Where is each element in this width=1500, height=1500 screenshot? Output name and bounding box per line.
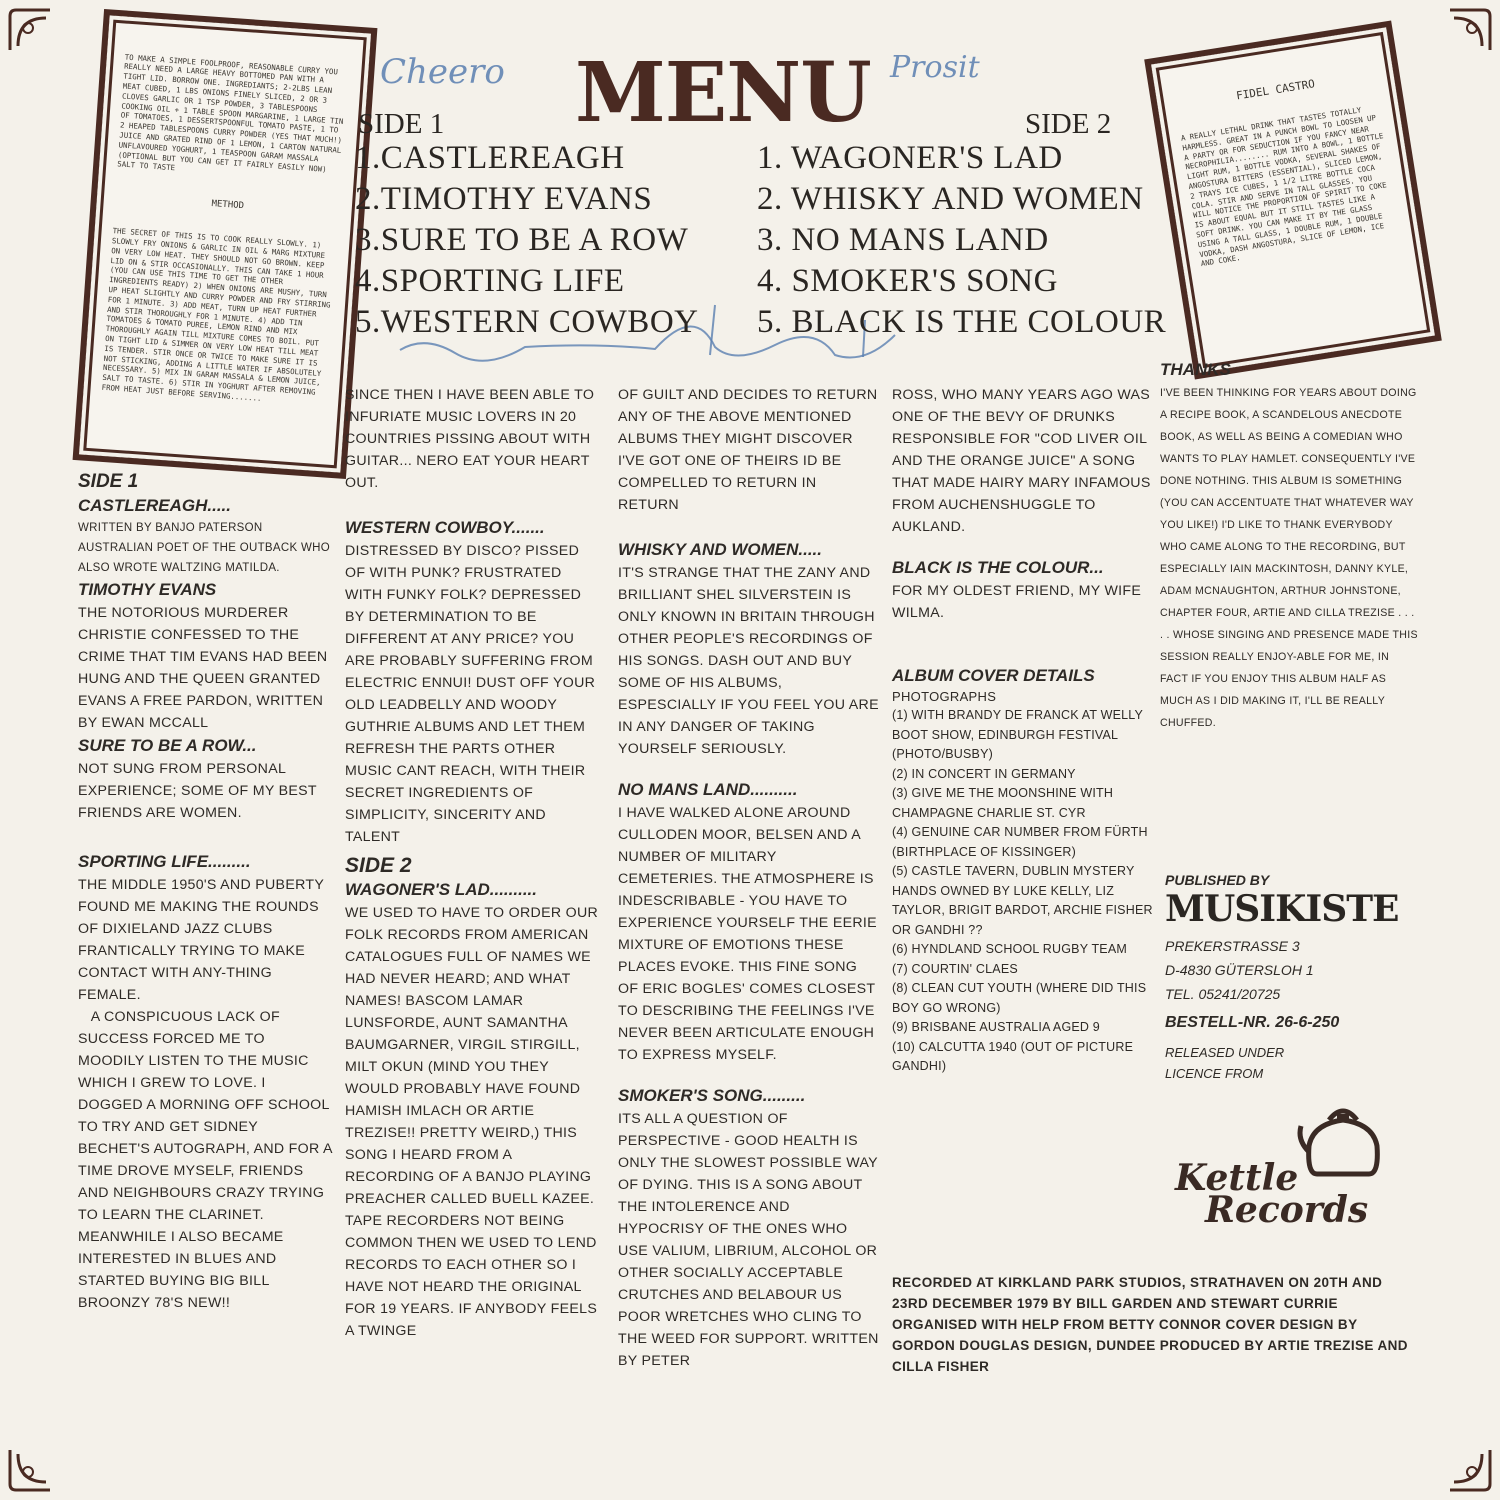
photo-caption-2: (2) IN CONCERT IN GERMANY: [892, 766, 1076, 781]
thanks-body: I'VE BEEN THINKING FOR YEARS ABOUT DOING A RECIPE BOOK, A SCANDELOUS ANECDOTE BOOK, AS WELL AS BEING A COMEDIAN WHO WANTS TO PLAY HAMLET. CONSEQUENTLY I'VE DONE NOTHING. THIS ALBUM IS SOMETHING (YOU CAN ACCENTUATE THAT WHATEVER WAY YOU LIKE!) I'D LIKE TO THANK EVERYBODY WHO CAME ALONG TO THE RECORDING, BUT ESPECIALLY IAIN MACKINTOSH, DANNY KYLE, ADAM MCNAUGHTON, ARTHUR JOHNSTONE, CHAPTER FOUR, ARTIE AND CILLA TREZISE . . . . . WHOSE SINGING AND PRESENCE MADE THIS SESSION REALLY ENJOY-ABLE FOR ME, IN FACT IF YOU ENJOY THIS ALBUM HALF AS MUCH AS I DID MAKING IT, I'LL BE REALLY CHUFFED.: [1160, 387, 1422, 729]
menu-title: MENU: [575, 45, 871, 141]
castlereagh-heading: CASTLEREAGH.....: [78, 496, 232, 515]
sporting-life-heading: SPORTING LIFE.........: [78, 852, 251, 871]
track-side1-5: 5.WESTERN COWBOY: [355, 304, 699, 340]
sporting-life-note: THE MIDDLE 1950'S AND PUBERTY FOUND ME MAKING THE ROUNDS OF DIXIELAND JAZZ CLUBS FRANTICALLY TRYING TO MAKE CONTACT WITH ANY-THING FEMALE. A CONSPICUOUS LACK OF SUCCESS FORCED ME TO MOODILY LISTEN TO THE MUSIC WHICH I GREW TO LOVE. I DOGGED A MORNING OFF SCHOOL TO TRY AND GET SIDNEY BECHET'S AUTOGRAPH, AND FOR A TIME DROVE MYSELF, FRIENDS AND NEIGHBOURS CRAZY TRYING TO LEARN THE CLARINET. MEANWHILE I ALSO BECAME INTERESTED IN BLUES AND STARTED BUYING BIG BILL BROONZY 78'S NEW!!: [78, 877, 332, 1311]
kettle-logo-line1: Kettle: [1175, 1157, 1299, 1199]
track-side2-2: 2. WHISKY AND WOMEN: [757, 181, 1144, 217]
kettle-records-logo: [1175, 1157, 1369, 1231]
black-is-the-colour-heading: BLACK IS THE COLOUR...: [892, 558, 1104, 577]
western-cowboy-heading: WESTERN COWBOY.......: [345, 518, 545, 537]
recipe-method-heading: METHOD: [211, 198, 245, 211]
corner-ornament-bottom-right: [1446, 1446, 1494, 1494]
recording-credits: RECORDED AT KIRKLAND PARK STUDIOS, STRATHAVEN ON 20TH AND 23RD DECEMBER 1979 BY BILL GARDEN AND STEWART CURRIE ORGANISED WITH HELP FROM BETTY CONNOR COVER DESIGN BY GORDON DOUGLAS DESIGN, DUNDEE PRODUCED BY ARTIE TREZISE AND CILLA FISHER: [892, 1275, 1408, 1374]
column4-intro: ROSS, WHO MANY YEARS AGO WAS ONE OF THE BEVY OF DRUNKS RESPONSIBLE FOR "COD LIVER OIL AND THE ORANGE JUICE" A SONG THAT MADE HAIRY MARY INFAMOUS FROM AUCHENSHUGGLE TO AUKLAND.: [892, 387, 1155, 535]
photo-caption-7: (7) COURTIN' CLAES: [892, 961, 1018, 976]
recipe-ingredients: TO MAKE A SIMPLE FOOLPROOF, REASONABLE CURRY YOU REALLY NEED A LARGE HEAVY BOTTOMED PAN WITH A TIGHT LID. BORROW ONE. INGREDIANTS; 2-2LBS LEAN MEAT CUBED, 1 LBS ONIONS FINELY SLICED, 2 OR 3 CLOVES GARLIC OR 1 TSP POWDER, 3 TABLESPOONS COOKING OIL + 1 TABLE SPOON MARGARINE, 1 LARGE TIN OF TOMATOES, 1 DESSERTSPOONFUL TOMATO PASTE, 1 TO 2 HEAPED TABLESPOONS CURRY POWDER (YES THAT MUCH!) JUICE AND GRATED RIND OF 1 LEMON, 1 CARTON NATURAL UNFLAVOURED YOGHURT, 1 TEASPOON GARAM MASSALA (OPTIONAL BUT YOU CAN GET IT FAIRLY EASILY NOW) SALT TO TASTE: [116, 52, 349, 174]
photo-caption-5: (5) CASTLE TAVERN, DUBLIN MYSTERY HANDS OWNED BY LUKE KELLY, LIZ TAYLOR, BRIGIT BARDOT, ARCHIE FISHER OR GANDHI ??: [892, 864, 1153, 937]
track-side1-4: 4.SPORTING LIFE: [355, 263, 625, 299]
photo-caption-10: (10) CALCUTTA 1940 (OUT OF PICTURE GANDHI): [892, 1039, 1134, 1073]
tracklist-side2-label: SIDE 2: [1025, 108, 1112, 140]
fidel-castro-body: A REALLY LETHAL DRINK THAT TASTES TOTALLY HARMLESS. GREAT IN A PUNCH BOWL TO LOOSEN UP A PARTY OR FOR SEDUCTION IF YOU FANCY NEAR NECROPHILIA........ RUM INTO A BOWL, 1 BOTTLE LIGHT RUM, 1 BOTTLE VODKA, SEVERAL SHAKES OF ANGOSTURA BITTERS (ESSENTIAL), SLICED LEMON, 2 TRAYS ICE CUBES, 1 1/2 LITRE BOTTLE COCA COLA. STIR AND SERVE IN TALL GLASSES. YOU WILL NOTICE THE PROPORTION OF SPIRIT TO COKE IS ABOUT EQUAL BUT IT STILL TASTES LIKE A SOFT DRINK. YOU CAN MAKE IT BY THE GLASS USING A TALL GLASS, 1 DOUBLE RUM, 1 DOUBLE VODKA, DASH ANGOSTURA, SLICE OF LEMON, ICE AND COKE.: [1180, 104, 1392, 269]
track-side1-2: 2.TIMOTHY EVANS: [355, 181, 653, 217]
signature-prosit: Prosit: [890, 50, 980, 85]
notes-side2-label: SIDE 2: [345, 854, 412, 877]
castlereagh-note: WRITTEN BY BANJO PATERSON AUSTRALIAN POET OF THE OUTBACK WHO ALSO WROTE WALTZING MATILDA.: [78, 522, 333, 574]
corner-ornament-bottom-left: [6, 1446, 54, 1494]
corner-ornament-top-right: [1446, 6, 1494, 54]
track-side2-4: 4. SMOKER'S SONG: [757, 263, 1058, 299]
fidel-castro-heading: FIDEL CASTRO: [1235, 76, 1316, 103]
wagoners-lad-heading: WAGONER'S LAD..........: [345, 880, 537, 899]
photographs-label: PHOTOGRAPHS: [892, 689, 997, 704]
address-line-2: D-4830 GÜTERSLOH 1: [1165, 962, 1314, 978]
photo-caption-4: (4) GENUINE CAR NUMBER FROM FÜRTH (BIRTHPLACE OF KISSINGER): [892, 825, 1148, 859]
whisky-and-women-note: IT'S STRANGE THAT THE ZANY AND BRILLIANT SHEL SILVERSTEIN IS ONLY KNOWN IN BRITAIN THROUGH OTHER PEOPLE'S RECORDINGS OF HIS SONGS. DASH OUT AND BUY SOME OF HIS ALBUMS, ESPESCIALLY IF YOU FEEL YOU ARE IN ANY DANGER OF TAKING YOURSELF SERIOUSLY.: [618, 565, 884, 757]
smokers-song-heading: SMOKER'S SONG.........: [618, 1086, 806, 1105]
recipe-method: THE SECRET OF THIS IS TO COOK REALLY SLOWLY. 1) SLOWLY FRY ONIONS & GARLIC IN OIL & MARG MIXTURE ON VERY LOW HEAT. THEY SHOULD NOT GO BROWN. KEEP LID ON & STIR OCCASIONALLY. THIS CAN TAKE 1 HOUR (YOU CAN USE THIS TIME TO GET THE OTHER INGREDIENTS READY) 2) WHEN ONIONS ARE MUSHY, TURN UP HEAT SLIGHTLY AND CURRY POWDER AND FRY STIRRING FOR 1 MINUTE. 3) ADD MEAT, TURN UP HEAT FURTHER AND STIR THOROUGHLY FOR 1 MINUTE. 4) ADD TIN TOMATOES & TOMATO PUREE, LEMON RIND AND MIX THOROUGHLY AGAIN TILL MIXTURE COMES TO BOIL. PUT ON TIGHT LID & SIMMER ON VERY LOW HEAT TILL MEAT IS TENDER. STIR ONCE OR TWICE TO MAKE SURE IT IS NOT STICKING, ADDING A LITTLE WATER IF ABSOLUTELY NECESSARY. 5) MIX IN GARAM MASSALA & LEMON JUICE, SALT TO TASTE. 6) STIR IN YOGHURT AFTER REMOVING FROM HEAT JUST BEFORE SERVING.......: [101, 226, 336, 403]
signature-cheero: Cheero: [380, 52, 505, 92]
address-line-3: TEL. 05241/20725: [1165, 986, 1281, 1002]
track-side1-3: 3.SURE TO BE A ROW: [355, 222, 689, 258]
sure-to-be-a-row-note: NOT SUNG FROM PERSONAL EXPERIENCE; SOME OF MY BEST FRIENDS ARE WOMEN.: [78, 761, 321, 821]
track-side2-3: 3. NO MANS LAND: [757, 222, 1049, 258]
kettle-logo-line2: Records: [1205, 1189, 1369, 1231]
address-line-1: PREKERSTRASSE 3: [1165, 938, 1300, 954]
photo-caption-3: (3) GIVE ME THE MOONSHINE WITH CHAMPAGNE CHARLIE ST. CYR: [892, 786, 1114, 820]
western-cowboy-note: DISTRESSED BY DISCO? PISSED OF WITH PUNK? FRUSTRATED WITH FUNKY FOLK? DEPRESSED BY DETERMINATION TO BE DIFFERENT AT ANY PRICE? YOU ARE PROBABLY SUFFERING FROM ELECTRIC ENNUI! DUST OFF YOUR OLD LEADBELLY AND WOODY GUTHRIE ALBUMS AND LET THEM REFRESH THE PARTS OTHER MUSIC CANT REACH, WITH THEIR SECRET INGREDIENTS OF SIMPLICITY, SINCERITY AND TALENT: [345, 543, 600, 845]
album-cover-details-heading: ALBUM COVER DETAILS: [892, 666, 1095, 685]
publisher-address: [1165, 934, 1465, 1006]
photo-caption-1: (1) WITH BRANDY DE FRANCK AT WELLY BOOT SHOW, EDINBURGH FESTIVAL (PHOTO/BUSBY): [892, 708, 1143, 761]
notes-column-1: [78, 470, 333, 1314]
smokers-song-note: ITS ALL A QUESTION OF PERSPECTIVE - GOOD HEALTH IS ONLY THE SLOWEST POSSIBLE WAY OF DYING. THIS IS A SONG ABOUT THE INTOLERENCE AND HYPOCRISY OF THE ONES WHO USE VALIUM, LIBRIUM, ALCOHOL OR OTHER SOCIALLY ACCEPTABLE CRUTCHES AND BELABOUR US POOR WRETCHES WHO CLING TO THE WEED FOR SUPPORT. WRITTEN BY PETER: [618, 1111, 883, 1369]
column3-intro: OF GUILT AND DECIDES TO RETURN ANY OF THE ABOVE MENTIONED ALBUMS THEY MIGHT DISCOVER I'VE GOT ONE OF THEIRS ID BE COMPELLED TO RETURN IN RETURN: [618, 387, 881, 513]
notes-side1-label: SIDE 1: [78, 471, 139, 492]
curry-recipe-card: [73, 9, 378, 479]
notes-column-4: [892, 384, 1154, 1077]
whisky-and-women-heading: WHISKY AND WOMEN.....: [618, 540, 822, 559]
photo-caption-9: (9) BRISBANE AUSTRALIA AGED 9: [892, 1020, 1100, 1034]
sure-to-be-a-row-heading: SURE TO BE A ROW...: [78, 736, 257, 755]
notes-column-2: [345, 384, 603, 1342]
tracklist-side2: [757, 138, 1166, 343]
no-mans-land-note: I HAVE WALKED ALONE AROUND CULLODEN MOOR, BELSEN AND A NUMBER OF MILITARY CEMETERIES. THE ATMOSPHERE IS INDESCRIBABLE - YOU HAVE TO EXPERIENCE YOURSELF THE EERIE MIXTURE OF EMOTIONS THESE PLACES EVOKE. THIS FINE SONG OF ERIC BOGLES' COMES CLOSEST TO DESCRIBING THE FEELINGS I'VE NEVER BEEN ARTICULATE ENOUGH TO EXPRESS MYSELF.: [618, 805, 882, 1063]
wagoners-lad-note: WE USED TO HAVE TO ORDER OUR FOLK RECORDS FROM AMERICAN CATALOGUES FULL OF NAMES WE HAD NEVER HEARD; AND WHAT NAMES! BASCOM LAMAR LUNSFORDE, AUNT SAMANTHA BAUMGARNER, VIRGIL STIRGILL, MILT OKUN (MIND YOU THEY WOULD PROBABLY HAVE FOUND HAMISH IMLACH OR ARTIE TREZISE!! PRETTY WEIRD,) THIS SONG I HEARD FROM A RECORDING OF A BANJO PLAYING PREACHER CALLED BUELL KAZEE. TAPE RECORDERS NOT BEING COMMON THEN WE USED TO LEND RECORDS TO EACH OTHER SO I HAVE NOT HEARD THE ORIGINAL FOR 19 YEARS. IF ANYBODY FEELS A TWINGE: [345, 905, 603, 1339]
published-by-label: PUBLISHED BY: [1165, 872, 1270, 888]
publisher-block: [1165, 872, 1465, 1084]
track-side2-5: 5. BLACK IS THE COLOUR: [757, 304, 1167, 340]
timothy-evans-heading: TIMOTHY EVANS: [78, 580, 217, 599]
musikiste-logo: MUSIKISTE: [1165, 888, 1399, 930]
corner-ornament-top-left: [6, 6, 54, 54]
photo-caption-8: (8) CLEAN CUT YOUTH (WHERE DID THIS BOY GO WRONG): [892, 981, 1147, 1015]
licence-text: RELEASED UNDER LICENCE FROM: [1165, 1045, 1285, 1081]
column2-intro: SINCE THEN I HAVE BEEN ABLE TO INFURIATE MUSIC LOVERS IN 20 COUNTRIES PISSING ABOUT WITH GUITAR... NERO EAT YOUR HEART OUT.: [345, 387, 599, 491]
order-number: BESTELL-NR. 26-6-250: [1165, 1014, 1340, 1031]
tracklist-side1: [355, 138, 698, 343]
notes-column-3: [618, 384, 884, 1372]
track-side2-1: 1. WAGONER'S LAD: [757, 140, 1063, 176]
photographs-list: [892, 706, 1154, 1077]
black-is-the-colour-note: FOR MY OLDEST FRIEND, MY WIFE WILMA.: [892, 583, 1146, 621]
thanks-section: [1160, 358, 1422, 734]
thanks-heading: THANKS: [1160, 360, 1231, 379]
track-side1-1: 1.CASTLEREAGH: [355, 140, 625, 176]
tracklist-side1-label: SIDE 1: [358, 108, 445, 140]
timothy-evans-note: THE NOTORIOUS MURDERER CHRISTIE CONFESSED TO THE CRIME THAT TIM EVANS HAD BEEN HUNG AND THE QUEEN GRANTED EVANS A FREE PARDON, WRITTEN BY EWAN MCCALL: [78, 605, 332, 731]
no-mans-land-heading: NO MANS LAND..........: [618, 780, 798, 799]
photo-caption-6: (6) HYNDLAND SCHOOL RUGBY TEAM: [892, 942, 1127, 956]
fidel-castro-recipe-card: [1144, 20, 1442, 379]
